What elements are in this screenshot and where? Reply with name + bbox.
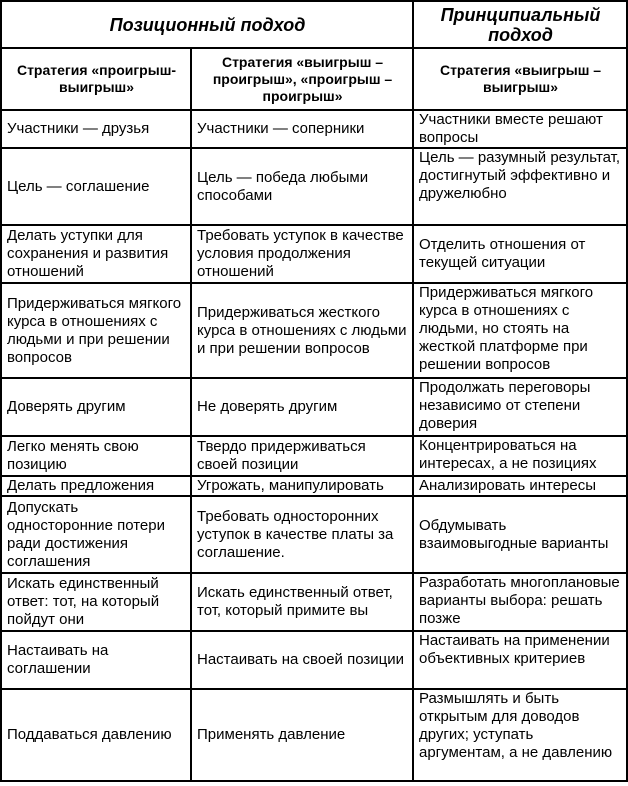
cell-lose-win: Искать единственный ответ: тот, на который пойдут они bbox=[1, 573, 191, 631]
header-principled: Принципиальный подход bbox=[413, 1, 627, 48]
cell-lose-win: Делать предложения bbox=[1, 476, 191, 496]
cell-win-lose: Угрожать, манипулировать bbox=[191, 476, 413, 496]
table-row bbox=[1, 689, 627, 781]
cell-lose-win: Настаивать на соглашении bbox=[1, 631, 191, 689]
header-strategy-win-win: Стратегия «выигрыш – выигрыш» bbox=[413, 48, 627, 110]
cell-win-lose: Требовать уступок в качестве условия продолжения отношений bbox=[191, 225, 413, 283]
table-row bbox=[1, 378, 627, 436]
header-strategy-lose-win: Стратегия «проигрыш-выигрыш» bbox=[1, 48, 191, 110]
cell-lose-win: Делать уступки для сохранения и развития отношений bbox=[1, 225, 191, 283]
table-row bbox=[1, 573, 627, 631]
table-row bbox=[1, 631, 627, 689]
cell-win-win: Придерживаться мягкого курса в отношениях с людьми, но стоять на жесткой платформе при решении вопросов bbox=[413, 283, 627, 378]
header-positional: Позиционный подход bbox=[1, 1, 413, 48]
cell-win-lose: Придерживаться жесткого курса в отношениях с людьми и при решении вопросов bbox=[191, 283, 413, 378]
cell-lose-win: Поддаваться давлению bbox=[1, 689, 191, 781]
table-row bbox=[1, 148, 627, 225]
cell-lose-win: Придерживаться мягкого курса в отношениях с людьми и при решении вопросов bbox=[1, 283, 191, 378]
cell-win-win: Продолжать переговоры независимо от степени доверия bbox=[413, 378, 627, 436]
cell-win-lose: Настаивать на своей позиции bbox=[191, 631, 413, 689]
table-row bbox=[1, 225, 627, 283]
cell-win-lose: Участники — соперники bbox=[191, 110, 413, 148]
cell-win-win: Участники вместе решают вопросы bbox=[413, 110, 627, 148]
cell-win-win: Размышлять и быть открытым для доводов других; уступать аргументам, а не давлению bbox=[413, 689, 627, 781]
table-row bbox=[1, 476, 627, 496]
header-row-strategies bbox=[1, 48, 627, 110]
cell-win-win: Цель — разумный результат, достигнутый эффективно и дружелюбно bbox=[413, 148, 627, 225]
table-row bbox=[1, 110, 627, 148]
cell-win-lose: Не доверять другим bbox=[191, 378, 413, 436]
table-row bbox=[1, 496, 627, 573]
cell-win-win: Анализировать интересы bbox=[413, 476, 627, 496]
cell-win-win: Обдумывать взаимовыгодные варианты bbox=[413, 496, 627, 573]
cell-win-win: Разработать многоплановые варианты выбора: решать позже bbox=[413, 573, 627, 631]
cell-win-lose: Цель — победа любыми способами bbox=[191, 148, 413, 225]
cell-lose-win: Цель — соглашение bbox=[1, 148, 191, 225]
cell-win-win: Отделить отношения от текущей ситуации bbox=[413, 225, 627, 283]
cell-win-lose: Применять давление bbox=[191, 689, 413, 781]
cell-win-win: Настаивать на применении объективных критериев bbox=[413, 631, 627, 689]
cell-lose-win: Участники — друзья bbox=[1, 110, 191, 148]
cell-lose-win: Допускать односторонние потери ради достижения соглашения bbox=[1, 496, 191, 573]
cell-win-win: Концентрироваться на интересах, а не позициях bbox=[413, 436, 627, 476]
cell-lose-win: Легко менять свою позицию bbox=[1, 436, 191, 476]
table-row bbox=[1, 283, 627, 378]
header-row-groups bbox=[1, 1, 627, 48]
cell-win-lose: Искать единственный ответ, тот, который примите вы bbox=[191, 573, 413, 631]
header-strategy-win-lose: Стратегия «выигрыш – проигрыш», «проигрыш – проигрыш» bbox=[191, 48, 413, 110]
cell-win-lose: Твердо придерживаться своей позиции bbox=[191, 436, 413, 476]
cell-win-lose: Требовать односторонних уступок в качестве платы за соглашение. bbox=[191, 496, 413, 573]
table-row bbox=[1, 436, 627, 476]
cell-lose-win: Доверять другим bbox=[1, 378, 191, 436]
